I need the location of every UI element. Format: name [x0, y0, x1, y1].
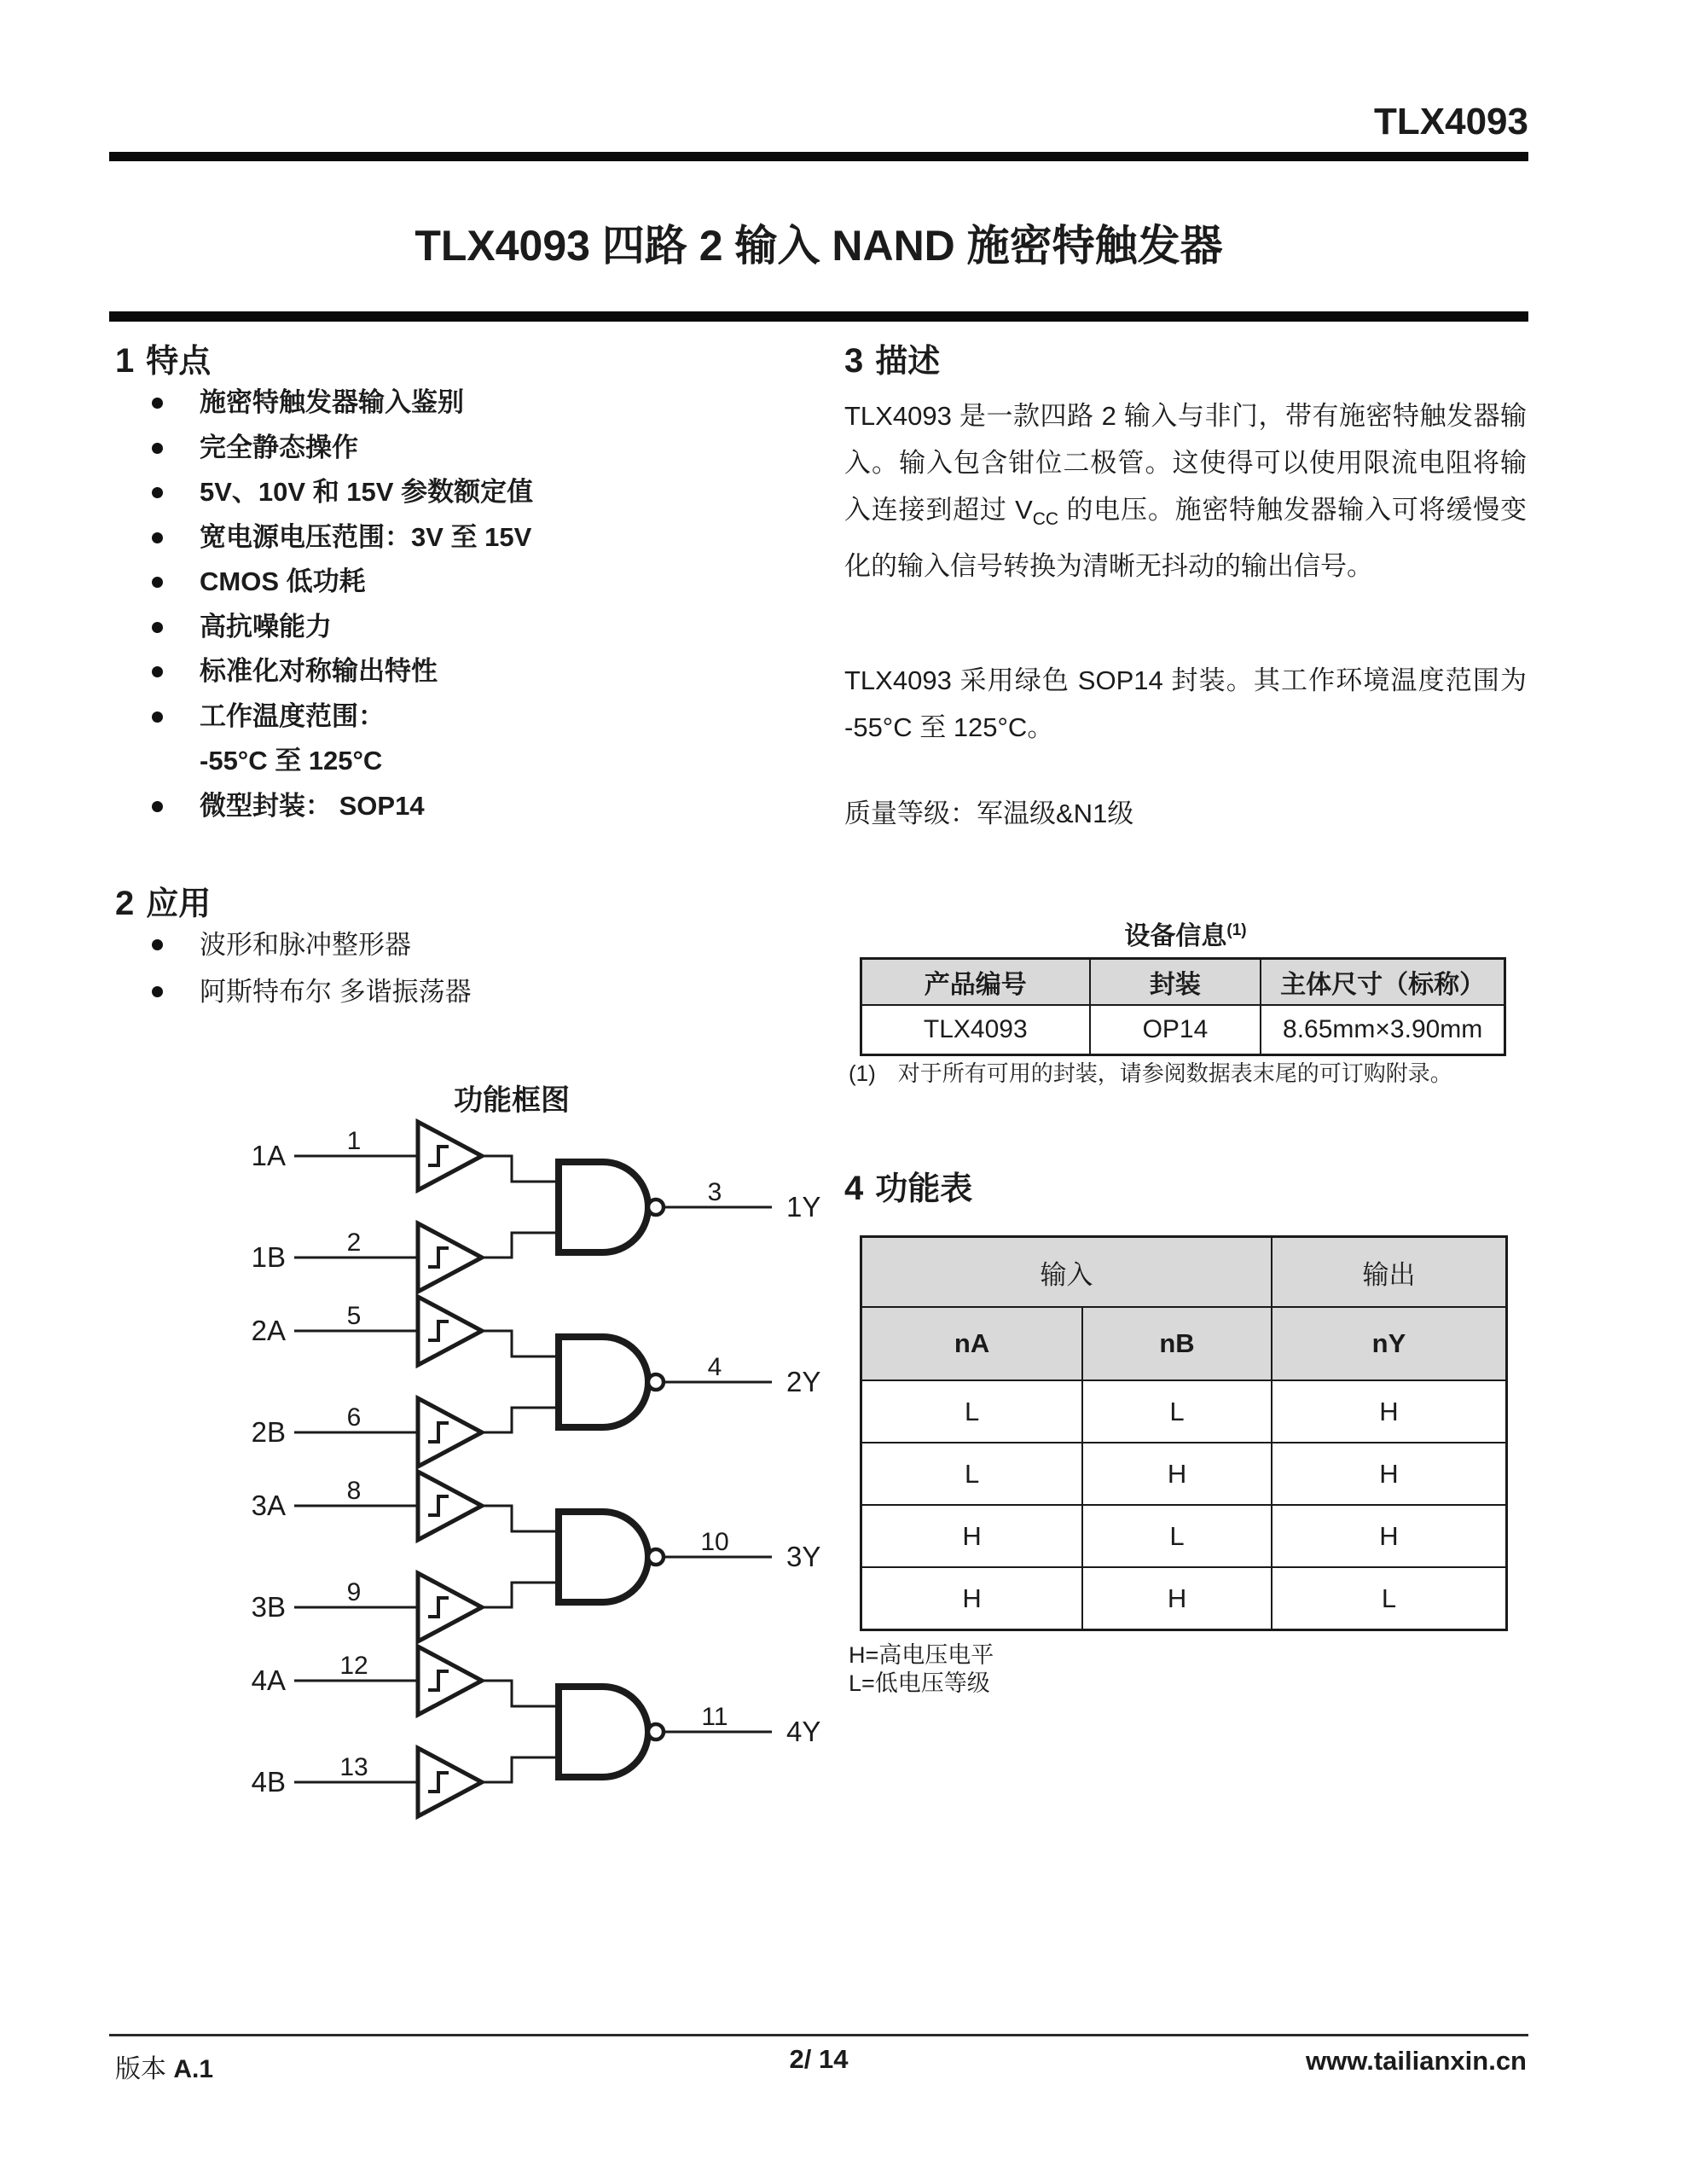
table-header-row [861, 1307, 1507, 1380]
package-cell: OP14 [1090, 1005, 1261, 1055]
inverter-bubble-icon [648, 1199, 664, 1215]
nand-gate [559, 1512, 648, 1602]
application-item: 阿斯特布尔 多谐振荡器 [147, 968, 761, 1015]
input-label: 3B [251, 1591, 286, 1623]
inverter-bubble-icon [648, 1724, 664, 1740]
table-row [861, 1443, 1507, 1505]
features-heading-label: 特点 [146, 344, 212, 380]
diagram-title: 功能框图 [454, 1084, 570, 1117]
truth-cell: L [861, 1443, 1083, 1505]
truth-cell: H [861, 1567, 1083, 1630]
pin-number: 13 [339, 1753, 368, 1781]
output-label: 2Y [786, 1366, 821, 1397]
device-info-title: 设备信息$^{(1)}$ [1124, 921, 1247, 950]
table-row [861, 1567, 1507, 1630]
feature-item: 微型封装： SOP14 [147, 784, 761, 829]
table-row [861, 1380, 1507, 1443]
input-label: 2B [251, 1416, 286, 1448]
pin-number: 5 [346, 1302, 362, 1330]
col-header: nA [861, 1307, 1083, 1380]
truth-cell: H [1272, 1443, 1507, 1505]
truth-cell: H [1082, 1443, 1272, 1505]
col-header: 主体尺寸（标称） [1261, 959, 1504, 1006]
input-label: 1B [251, 1241, 286, 1273]
features-heading [115, 334, 211, 381]
pin-number: 2 [346, 1228, 362, 1257]
truth-cell: L [1082, 1380, 1272, 1443]
applications-heading-label: 应用 [146, 886, 212, 922]
description-paragraph-2: TLX4093 采用绿色 SOP14 封装。其工作环境温度范围为 -55°C 至 125°C。 [844, 665, 1527, 742]
title-rule [109, 311, 1528, 322]
pin-number: 11 [701, 1703, 728, 1731]
pin-number: 10 [700, 1528, 729, 1556]
col-header: nY [1272, 1307, 1507, 1380]
footer-website: www.tailianxin.cn [1306, 2046, 1527, 2076]
feature-item: 宽电源电压范围：3V 至 15V [147, 515, 761, 561]
input-label: 4A [251, 1664, 286, 1696]
truth-cell: H [1272, 1380, 1507, 1443]
truth-cell: H [861, 1505, 1083, 1567]
footer-rule [109, 2034, 1528, 2036]
col-header: 封装 [1090, 959, 1261, 1006]
function-table-heading-label: 功能表 [875, 1171, 973, 1207]
table-group-header-row [861, 1237, 1507, 1308]
input-label: 4B [251, 1766, 286, 1798]
legend-line: L=低电压等级 [849, 1670, 990, 1696]
schmitt-buffer [418, 1297, 482, 1365]
footer-page-number: 2/ 14 [789, 2044, 849, 2074]
quality-grade-line: 质量等级：军温级&N1级 [844, 799, 1134, 828]
feature-item: 施密特触发器输入鉴别 [147, 380, 761, 426]
truth-cell: L [1082, 1505, 1272, 1567]
pin-number: 3 [707, 1178, 722, 1206]
output-label: 4Y [786, 1716, 821, 1747]
feature-item-line2: -55°C 至 125°C [200, 746, 383, 775]
inverter-bubble-icon [648, 1549, 664, 1565]
header-rule [109, 152, 1528, 161]
footnote-ref: (1) [1226, 921, 1247, 939]
table-row [861, 1505, 1507, 1567]
feature-item: 标准化对称输出特性 [147, 649, 761, 694]
pin-number: 12 [339, 1652, 368, 1680]
function-table-heading-number: 4 [844, 1170, 864, 1207]
schmitt-buffer [418, 1122, 482, 1190]
legend-line: H=高电压电平 [849, 1642, 994, 1668]
nand-gate [559, 1162, 648, 1252]
col-header: 产品编号 [861, 959, 1090, 1006]
feature-item: 高抗噪能力 [147, 605, 761, 650]
feature-item: 5V、10V 和 15V 参数额定值 [147, 470, 761, 515]
schmitt-buffer [418, 1398, 482, 1467]
schmitt-buffer [418, 1223, 482, 1292]
output-label: 1Y [786, 1191, 821, 1223]
features-list [147, 380, 761, 828]
footer-version: 版本 A.1 [115, 2055, 214, 2083]
function-table [860, 1235, 1508, 1631]
input-label: 3A [251, 1490, 286, 1521]
col-header: nB [1082, 1307, 1272, 1380]
truth-cell: H [1272, 1505, 1507, 1567]
features-heading-number: 1 [115, 342, 135, 380]
output-label: 3Y [786, 1541, 821, 1572]
description-heading [844, 334, 940, 381]
truth-cell: L [1272, 1567, 1507, 1630]
body-size-cell: 8.65mm×3.90mm [1261, 1005, 1504, 1055]
vcc-subscript: CC [1032, 509, 1059, 530]
table-header-row [861, 959, 1505, 1006]
inputs-group-header: 输入 [861, 1237, 1272, 1308]
schmitt-buffer [418, 1647, 482, 1715]
part-number-cell: TLX4093 [861, 1005, 1090, 1055]
pin-number: 8 [346, 1477, 362, 1505]
application-item: 波形和脉冲整形器 [147, 921, 761, 968]
feature-item: CMOS 低功耗 [147, 560, 761, 605]
device-info-footnote: (1) 对于所有可用的封装，请参阅数据表末尾的可订购附录。 [849, 1060, 1452, 1086]
pin-number: 1 [346, 1127, 362, 1155]
function-table-heading [844, 1162, 972, 1209]
description-paragraph-1: TLX4093 是一款四路 2 输入与非门，带有施密特触发器输入。输入包含钳位二极管。这使得可以使用限流电阻将输入连接到超过 $V_{CC}$ 的电压。施密特触发器输入可将缓慢变化的输入信号转换为清晰无抖动的输出信号。 [844, 401, 1527, 582]
feature-item: 工作温度范围： -55°C 至 125°C [147, 694, 761, 784]
applications-list [147, 921, 761, 1015]
input-label: 1A [251, 1140, 286, 1171]
applications-heading [115, 877, 211, 924]
feature-item: 完全静态操作 [147, 426, 761, 471]
nand-gate [559, 1337, 648, 1427]
device-info-table [860, 957, 1506, 1056]
page-title: TLX4093 四路 2 输入 NAND 施密特触发器 [415, 222, 1223, 270]
description-heading-number: 3 [844, 342, 864, 380]
pin-number: 6 [346, 1403, 362, 1432]
schmitt-buffer [418, 1472, 482, 1540]
input-label: 2A [251, 1315, 286, 1346]
pin-number: 9 [346, 1578, 362, 1606]
outputs-group-header: 输出 [1272, 1237, 1507, 1308]
pin-number: 4 [707, 1353, 722, 1381]
schmitt-buffer [418, 1748, 482, 1816]
truth-table-legend [849, 1641, 994, 1698]
truth-cell: L [861, 1380, 1083, 1443]
description-heading-label: 描述 [875, 344, 941, 380]
functional-block-diagram [0, 1113, 853, 1847]
applications-heading-number: 2 [115, 885, 135, 922]
nand-gate [559, 1687, 648, 1777]
table-row [861, 1005, 1505, 1055]
truth-cell: H [1082, 1567, 1272, 1630]
inverter-bubble-icon [648, 1374, 664, 1390]
schmitt-buffer [418, 1573, 482, 1641]
header-doc-code: TLX4093 [1374, 101, 1528, 142]
